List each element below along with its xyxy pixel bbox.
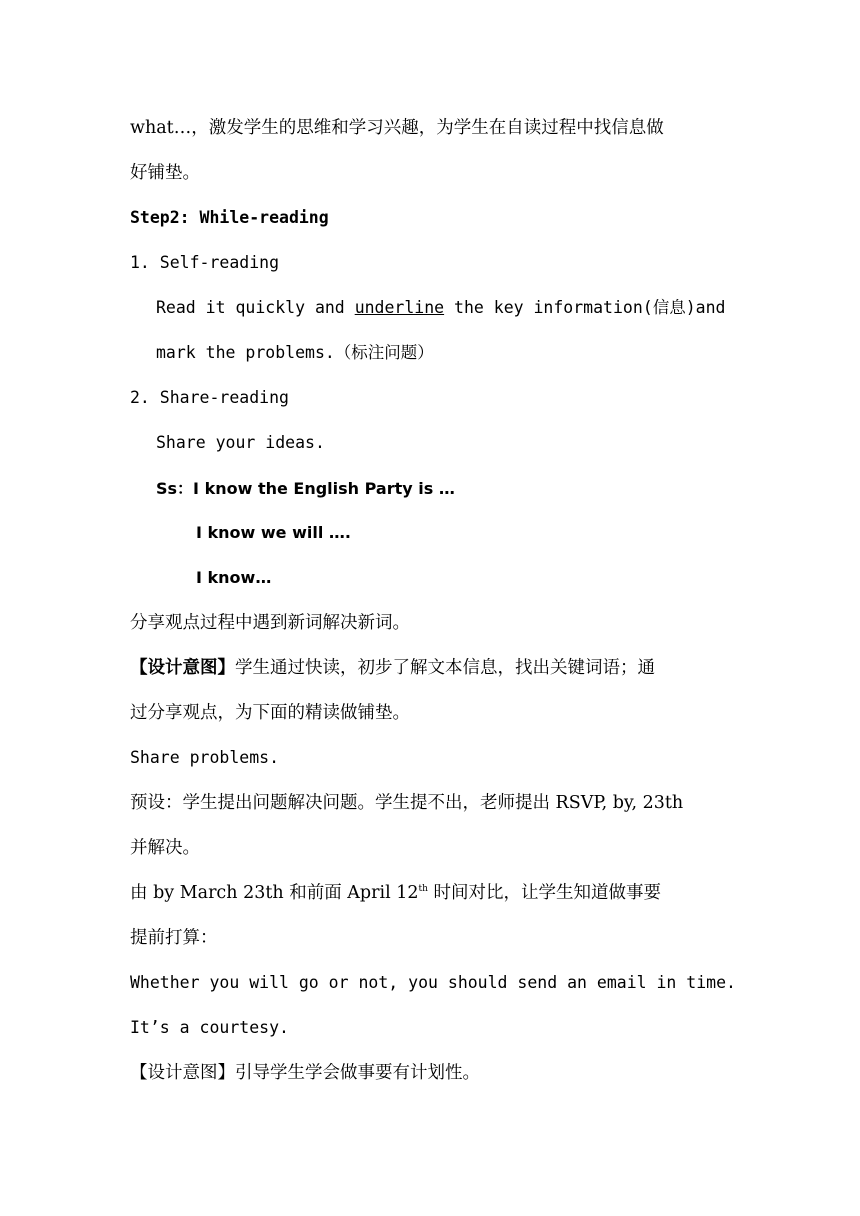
paragraph-line: 过分享观点，为下面的精读做铺垫。 bbox=[130, 703, 410, 723]
student-response: I know we will …. bbox=[196, 523, 351, 542]
paragraph-line: 预设：学生提出问题解决问题。学生提不出，老师提出 RSVP, by, 23th bbox=[130, 793, 684, 813]
paragraph-line: 好铺垫。 bbox=[130, 163, 200, 183]
list-item-self-reading: 1. Self-reading bbox=[130, 253, 280, 272]
underlined-word: underline bbox=[354, 298, 445, 317]
paragraph-line: Share problems. bbox=[130, 748, 280, 767]
compare-text: 时间对比，让学生知道做事要 bbox=[427, 883, 661, 903]
paragraph-line: 分享观点过程中遇到新词解决新词。 bbox=[130, 613, 410, 633]
paragraph-line: Whether you will go or not, you should send an email in time. bbox=[130, 973, 736, 992]
paragraph-line: 提前打算： bbox=[130, 928, 218, 948]
design-intent-line: 【设计意图】引导学生学会做事要有计划性。 bbox=[130, 1063, 480, 1083]
paragraph-line bbox=[130, 877, 661, 909]
list-item-share-reading: 2. Share-reading bbox=[130, 388, 289, 407]
step-heading: Step2: While-reading bbox=[130, 208, 329, 227]
instruction-text: the key information(信息)and bbox=[444, 298, 726, 317]
instruction-text: Read it quickly and bbox=[156, 298, 355, 317]
design-intent-text: 学生通过快读，初步了解文本信息，找出关键词语；通 bbox=[235, 658, 655, 678]
instruction-line: Share your ideas. bbox=[156, 433, 325, 452]
instruction-line bbox=[156, 292, 725, 324]
student-response: Ss：I know the English Party is … bbox=[156, 479, 455, 498]
paragraph-line: It’s a courtesy. bbox=[130, 1018, 289, 1037]
student-response: I know… bbox=[196, 568, 272, 587]
paragraph-line: what…，激发学生的思维和学习兴趣，为学生在自读过程中找信息做 bbox=[130, 118, 664, 138]
instruction-line: mark the problems.（标注问题） bbox=[156, 343, 434, 362]
compare-text: 由 by March 23th 和前面 April 12 bbox=[130, 883, 419, 903]
design-intent-line bbox=[130, 652, 655, 684]
design-intent-label: 【设计意图】 bbox=[130, 658, 235, 678]
superscript: th bbox=[418, 884, 428, 894]
paragraph-line: 并解决。 bbox=[130, 838, 200, 858]
